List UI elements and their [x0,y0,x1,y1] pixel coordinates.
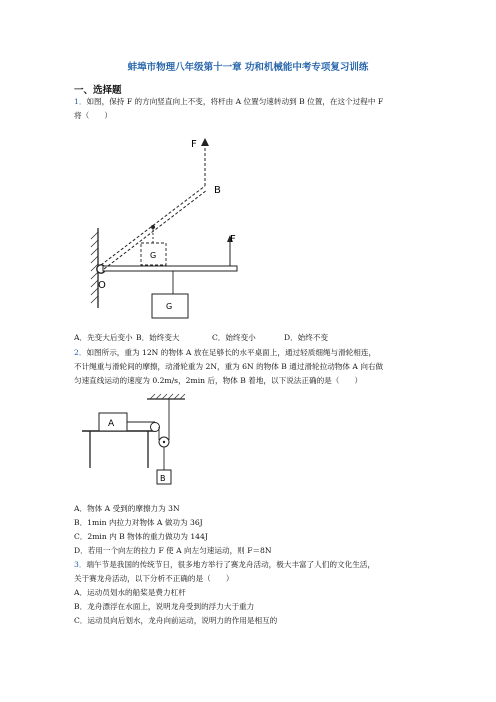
q2-option-b[interactable]: B．1min 内拉力对物体 A 做功为 36J [74,518,203,527]
q3-stem-line2: 关于赛龙舟活动，以下分析不正确的是（ ） [74,574,234,583]
q1-option-a[interactable]: A．先变大后变小 [74,333,133,342]
q3-option-c[interactable]: C．运动员向后划水，龙舟向前运动，说明力的作用是相互的 [74,616,278,625]
q2-number: 2． [74,348,87,357]
q1-option-d[interactable]: D．始终不变 [284,333,329,342]
q1-lever-figure [80,130,250,320]
section-heading: 一、选择题 [74,85,122,96]
q2-stem-line1 [74,348,376,358]
q1-label-F-top: F [191,139,197,150]
q2-label-B: B [160,474,166,483]
q1-label-F-right: F [230,234,236,245]
q2-option-a[interactable]: A．物体 A 受到的摩擦力为 3N [74,504,180,513]
q1-label-G-box: G [166,302,173,311]
q1-label-O: O [98,280,106,291]
q2-pulley-figure [82,396,192,492]
q1-option-b[interactable]: B．始终变大 [136,333,180,342]
q2-stem-line3: 匀速直线运动的速度为 0.2m/s，2min 后，物体 B 着地，以下说法正确的是（ ） [74,376,363,385]
q3-option-b[interactable]: B．龙舟漂浮在水面上，说明龙舟受到的浮力大于重力 [74,602,255,611]
q2-stem-line2: 不计绳重与滑轮间的摩擦，动滑轮重为 2N，重为 6N 的物体 B 通过滑轮拉动物体 A 向右做 [74,362,384,371]
q1-stem-line1 [74,97,383,107]
q1-options [74,332,328,343]
q3-option-a[interactable]: A．运动员划水的船桨是费力杠杆 [74,588,186,597]
q2-option-d[interactable]: D．若用一个向左的拉力 F 使 A 向左匀速运动，则 F＝8N [74,546,272,555]
q1-stem-line2: 将（ ） [74,111,112,120]
q2-text-1: 如图所示，重为 12N 的物体 A 放在足够长的水平桌面上，通过轻质细绳与滑轮相连， [86,348,377,357]
q3-text-1: 端午节是我国的传统节日，很多地方举行了赛龙舟活动，极大丰富了人们的文化生活， [86,560,375,569]
q1-label-B: B [214,185,221,196]
q2-label-A: A [108,419,115,429]
q3-number: 3． [74,560,87,569]
q1-label-G-dashed: G [150,251,157,260]
q1-text-1: 如图，保持 F 的方向竖直向上不变，将杆由 A 位置匀速转动到 B 位置，在这个过程中 F [86,97,384,106]
q1-option-c[interactable]: C．始终变小 [212,333,256,342]
q2-option-c[interactable]: C．2min 内 B 物体的重力做功为 144J [74,532,208,541]
q1-number: 1． [74,97,87,106]
document-title: 蚌埠市物理八年级第十一章 功和机械能中考专项复习训练 [127,62,369,73]
q3-stem-line1 [74,560,375,570]
